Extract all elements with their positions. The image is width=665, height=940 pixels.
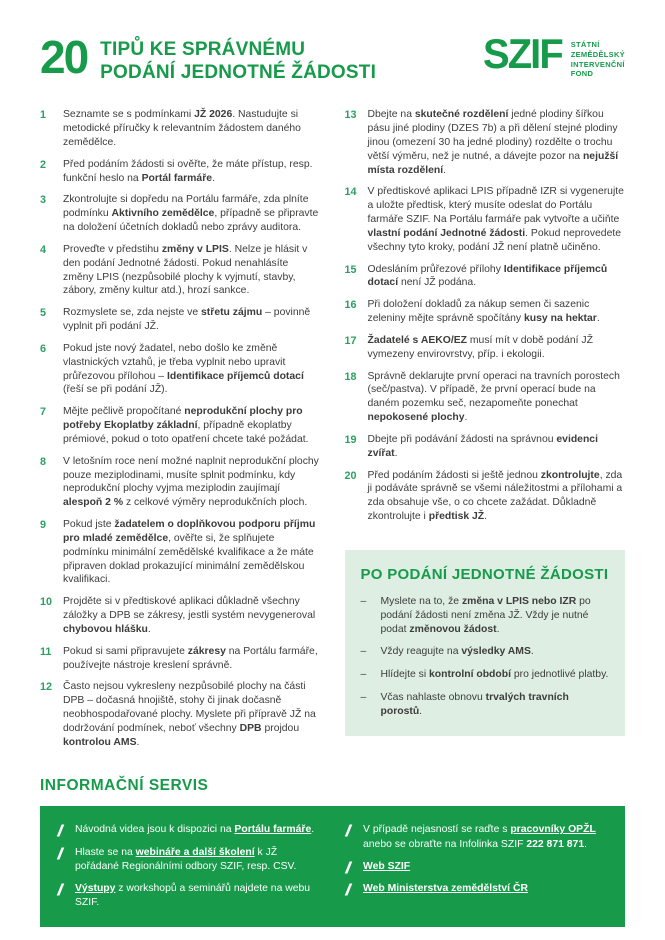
text-run: . <box>584 838 588 850</box>
text-run: žadatelem o doplňkovou podporu příjmu pro mladé zemědělce <box>63 519 316 544</box>
tip-text <box>368 185 626 254</box>
text-run: Včas nahlaste obnovu <box>380 692 486 704</box>
tip-item <box>40 518 321 587</box>
text-run: Aktivního zemědělce <box>111 208 215 220</box>
text-run: . Nastudujte si metodické příručky k relevantním žádostem daného zemědělce. <box>63 109 301 148</box>
text-run: JŽ 2026 <box>194 109 233 121</box>
text-run: Hlídejte si <box>380 669 430 681</box>
text-run: , zda ji podáváte správně se všemi náležitostmi a přílohami a zda obsahuje vše, o co chcete zažádat. Důkladně zkontrolujte i <box>367 469 623 523</box>
text-run: . <box>394 447 398 459</box>
title-line-2: PODÁNÍ JEDNOTNÉ ŽÁDOSTI <box>100 62 377 84</box>
logo-line: ZEMĚDĚLSKÝ <box>570 49 625 59</box>
text-run: Pokud jste <box>63 519 115 531</box>
after-box-item <box>361 645 610 659</box>
tips-list-left <box>40 108 321 749</box>
text-run: Identifikace příjemců dotací <box>367 263 608 289</box>
text-run: . Nelze je hlásit v den podání Jednotné žádosti. Pokud nenahlásíte změny LPIS (nezpůsobilé plochy k vyjmutí, stavby, zábory, změny kultur atd.), hrozí sankce. <box>63 243 308 297</box>
text-run: střetu zájmu <box>201 307 263 319</box>
text-run: V předtiskové aplikaci LPIS případně IZR si vygenerujte a uložte předtisk, který musíte odeslat do Portálu farmáře SZIF. Na Portálu farmáře pak vytvořte a učiňte <box>367 186 624 226</box>
tip-number: 20 <box>344 469 357 482</box>
tip-number: 11 <box>40 645 52 658</box>
text-run: . <box>212 172 215 184</box>
text-run: výsledky AMS <box>461 646 531 658</box>
text-run: Zkontrolujte si dopředu na Portálu farmáře, zda plníte podmínku <box>63 194 309 220</box>
tip-item <box>345 185 626 254</box>
tip-item <box>345 433 626 461</box>
tip-text <box>63 595 321 636</box>
tip-number: 8 <box>40 455 47 468</box>
text-run: Před podáním žádosti si ještě jednou <box>367 469 541 481</box>
tip-number: 17 <box>344 334 357 347</box>
pen-icon <box>55 824 66 837</box>
info-column-right <box>343 823 611 917</box>
tip-item <box>40 645 321 673</box>
text-run: z celkové výměry neprodukčních ploch. <box>123 497 308 509</box>
tip-item <box>345 334 626 362</box>
tips-list-right <box>345 108 626 524</box>
tip-number: 9 <box>40 519 47 532</box>
tip-number: 3 <box>40 194 47 207</box>
tip-text <box>368 469 626 524</box>
text-run: trvalých travních porostů <box>380 692 569 717</box>
text-run: chybovou hlášku <box>63 623 148 635</box>
after-box-items <box>361 595 610 719</box>
after-box-item-text <box>381 645 610 659</box>
text-run: kontrolou AMS <box>63 736 137 748</box>
tip-number: 19 <box>344 433 357 446</box>
text-run: (řeší se při podání JŽ). <box>63 384 168 396</box>
tip-text <box>368 433 626 461</box>
text-run: nepokosené plochy <box>367 412 465 424</box>
text-run: Před podáním žádosti si ověřte, že máte přístup, resp. funkční heslo na <box>63 158 313 184</box>
text-run: Často nejsou vykresleny nezpůsobilé plochy na části DPB – dočasná hnojiště, stohy či jinak dočasně neobhospodařované plochy. Myslete při přípravě JŽ na dodržování podmínek, neboť všechny <box>63 681 316 734</box>
tip-number: 5 <box>40 307 47 320</box>
tip-item <box>345 298 626 326</box>
dash-bullet: – <box>360 669 367 681</box>
text-run: neprodukční plochy pro potřeby Ekoplatby základní <box>63 406 303 432</box>
text-run: Odesláním průřezové přílohy <box>367 263 504 275</box>
tip-item <box>40 455 321 510</box>
tip-text <box>368 370 626 425</box>
tip-text <box>63 342 321 397</box>
text-run: Seznamte se s podmínkami <box>63 109 195 121</box>
tip-item <box>40 108 321 149</box>
tip-text <box>63 306 321 334</box>
text-run: . <box>147 623 151 635</box>
link[interactable]: pracovníky OPŽL <box>510 824 596 836</box>
text-run: skutečné rozdělení <box>414 109 509 121</box>
text-run: k JŽ pořádané Regionálními odbory SZIF, resp. CSV. <box>75 846 297 872</box>
text-run: Při doložení dokladů za nákup semen či sazenic zeleniny mějte správně spočítány <box>367 299 590 325</box>
info-item <box>343 823 611 851</box>
pen-icon <box>55 883 66 896</box>
tip-item <box>40 595 321 636</box>
text-run: na Portálu farmáře, používejte nástroje kreslení správně. <box>63 645 318 671</box>
tip-text <box>63 645 321 673</box>
text-run: po podání žádosti není změna JŽ. Vždy je nutné podat <box>380 595 591 635</box>
after-box-item-text <box>381 668 610 682</box>
dash-bullet: – <box>360 692 367 704</box>
tips-grid <box>40 108 625 757</box>
text-run: . <box>596 313 600 325</box>
after-submission-box <box>345 550 626 736</box>
pen-icon <box>343 824 354 837</box>
text-run: , ověřte si, že splňujete podmínku minimální zemědělské kvalifikace a že máte připraven doklad prokazující minimální zemědělskou kvalifikaci. <box>63 532 314 586</box>
logo-line: INTERVENČNÍ <box>570 59 625 69</box>
tip-number: 7 <box>40 406 47 419</box>
text-run: . <box>443 164 447 176</box>
text-run: změnovou žádost <box>409 623 497 635</box>
tip-item <box>345 263 626 291</box>
text-run: vlastní podání Jednotné žádosti <box>367 227 526 239</box>
text-run: . <box>530 646 534 658</box>
tip-number: 10 <box>40 596 53 609</box>
link[interactable]: Web SZIF <box>363 860 411 872</box>
text-run: Identifikace příjemců dotací <box>166 370 304 382</box>
info-column-left <box>55 823 323 917</box>
text-run: jedné plodiny šířkou pásu jiné plodiny (DZES 7b) a při dělení stejné plodiny jinou (omezení 30 ha jedné plodiny) rozdělte o trochu větší výměru, než je nutné, a dávejte pozor na <box>367 109 618 162</box>
text-run: Proveďte v předstihu <box>63 243 162 255</box>
tip-text <box>368 108 626 177</box>
text-run: kusy na hektar <box>524 313 597 325</box>
text-run: evidenci zvířat <box>367 433 598 459</box>
after-box-item <box>361 691 610 719</box>
info-item <box>55 846 323 874</box>
text-run: Žadatelé s AEKO/EZ <box>367 334 468 346</box>
text-run: . <box>484 511 488 523</box>
link[interactable]: webináře a další školení <box>135 846 255 858</box>
tip-number: 14 <box>344 186 357 199</box>
text-run: Portál farmáře <box>141 172 213 184</box>
text-run: Návodná videa jsou k dispozici na <box>75 824 235 836</box>
tip-item <box>40 342 321 397</box>
link[interactable]: Web Ministerstva zemědělství ČR <box>363 882 528 894</box>
tip-text <box>63 405 321 446</box>
text-run: V případě nejasností se raďte s <box>363 824 511 836</box>
info-servis-heading: INFORMAČNÍ SERVIS <box>40 777 209 795</box>
info-item-text <box>363 823 611 851</box>
text-run: Vždy reagujte na <box>380 646 462 658</box>
info-item-text <box>363 860 611 874</box>
tip-number: 12 <box>40 681 53 694</box>
text-run: Správně deklarujte první operaci na travních porostech (seč/pastva). V případě, že první operací bude na daném pozemku seč, nezapomeňte ponechat <box>367 370 620 410</box>
tip-item <box>40 405 321 446</box>
text-run: . <box>419 705 423 717</box>
tip-text <box>368 298 626 326</box>
tip-number: 6 <box>40 342 47 355</box>
tip-item <box>345 370 626 425</box>
dash-bullet: – <box>360 595 367 607</box>
tip-item <box>345 108 626 177</box>
text-run: 222 871 871 <box>526 838 585 850</box>
after-box-item <box>361 668 610 682</box>
text-run: . <box>496 623 500 635</box>
logo-line: STÁTNÍ <box>570 40 600 49</box>
link[interactable]: Výstupy <box>75 882 116 894</box>
tip-item <box>40 158 321 186</box>
text-run: . <box>464 412 468 424</box>
page-title <box>100 36 376 84</box>
after-box-title: PO PODÁNÍ JEDNOTNÉ ŽÁDOSTI <box>360 565 609 583</box>
text-run: změna v LPIS nebo IZR <box>461 595 577 607</box>
tip-number: 18 <box>344 370 357 383</box>
text-run: změny v LPIS <box>161 243 229 255</box>
text-run: projdou <box>261 722 300 734</box>
text-run: není JŽ podána. <box>398 277 477 289</box>
tip-text <box>63 158 321 186</box>
text-run: Mějte pečlivě propočítané <box>63 406 185 418</box>
info-item-text <box>363 882 611 896</box>
text-run: . <box>311 824 315 836</box>
text-run: předtisk JŽ <box>428 511 485 523</box>
tip-text <box>63 243 321 298</box>
tip-number: 1 <box>40 109 47 122</box>
info-servis-box <box>40 806 625 926</box>
text-run: pro jednotlivé platby. <box>510 669 609 681</box>
text-run: alespoň 2 % <box>63 497 124 509</box>
tip-number: 16 <box>344 299 357 312</box>
text-run: zákresy <box>187 645 226 657</box>
info-item <box>55 823 323 837</box>
tip-text <box>63 680 321 749</box>
text-run: Dbejte při podávání žádosti na správnou <box>367 433 557 445</box>
text-run: V letošním roce není možné naplnit neprodukční plochy pouze meziplodinami, musíte splnit podmínku, kdy neprodukční plochy vyjma meziplodin zaujímají <box>63 455 319 495</box>
after-box-item-text <box>381 691 610 719</box>
tips-column-left <box>40 108 321 757</box>
text-run: Pokud si sami připravujete <box>63 645 188 657</box>
tip-item <box>40 193 321 234</box>
info-item <box>343 882 611 896</box>
info-item <box>343 860 611 874</box>
text-run: Dbejte na <box>367 109 415 121</box>
link[interactable]: Portálu farmáře <box>234 824 312 836</box>
info-item <box>55 882 323 910</box>
text-run: Rozmyslete se, zda nejste ve <box>63 307 202 319</box>
tip-text <box>368 334 626 362</box>
dash-bullet: – <box>360 646 367 658</box>
logo-line: FOND <box>570 69 594 79</box>
text-run: – povinně vyplnit při podání JŽ. <box>63 307 311 333</box>
text-run: Projděte si v předtiskové aplikaci důkladně všechny záložky a DPB se zákresy, jestli systém nevygeneroval <box>63 596 316 622</box>
info-item-text <box>75 846 323 874</box>
tip-text <box>368 263 626 291</box>
text-run: Hlaste se na <box>75 846 136 858</box>
szif-wordmark: SZIF <box>482 30 562 77</box>
text-run: . <box>136 736 140 748</box>
tip-item <box>40 680 321 749</box>
text-run: Myslete na to, že <box>380 595 462 607</box>
tips-column-right <box>345 108 626 757</box>
szif-logo-text <box>571 36 625 79</box>
tip-number: 15 <box>344 263 357 276</box>
szif-logo <box>482 30 625 79</box>
text-run: musí mít v době podání JŽ vymezeny envirovrstvy, příp. i ekologii. <box>367 334 593 360</box>
tip-item <box>40 243 321 298</box>
tip-text <box>63 108 321 149</box>
page-header <box>40 30 625 84</box>
text-run: . Pokud neprovedete všechny tyto kroky, podání JŽ není platně učiněno. <box>367 227 622 253</box>
tip-number: 2 <box>40 158 47 171</box>
tip-text <box>63 518 321 587</box>
tip-text <box>63 455 321 510</box>
tip-item <box>345 469 626 524</box>
after-box-item-text <box>381 595 610 636</box>
info-item-text <box>75 882 323 910</box>
text-run: kontrolní období <box>429 669 511 681</box>
info-item-text <box>75 823 323 837</box>
pen-icon <box>55 847 66 860</box>
text-run: z workshopů a seminářů najdete na webu SZIF. <box>75 882 311 908</box>
after-box-item <box>361 595 610 636</box>
text-run: , případně ekoplatby prémiové, pokud o toto opatření chcete také požádat. <box>63 420 309 445</box>
tip-number: 4 <box>40 243 47 256</box>
text-run: , případně se připravte na doložení účetních dokladů nebo zprávy auditora. <box>63 208 319 234</box>
text-run: anebo se obraťte na Infolinka SZIF <box>363 838 527 850</box>
pen-icon <box>343 861 354 874</box>
tip-item <box>40 306 321 334</box>
text-run: nejužší místa rozdělení <box>367 150 619 176</box>
tip-number: 13 <box>344 109 357 122</box>
text-run: zkontrolujte <box>540 469 600 481</box>
pen-icon <box>343 883 354 896</box>
text-run: DPB <box>239 722 262 734</box>
big-number: 20 <box>40 31 88 83</box>
text-run: Pokud jste nový žadatel, nebo došlo ke změně vlastnických vztahů, je třeba vyplnit nebo upravit průřezovou přílohou – <box>63 342 286 382</box>
tip-text <box>63 193 321 234</box>
title-line-1: TIPŮ KE SPRÁVNÉMU <box>100 39 306 60</box>
